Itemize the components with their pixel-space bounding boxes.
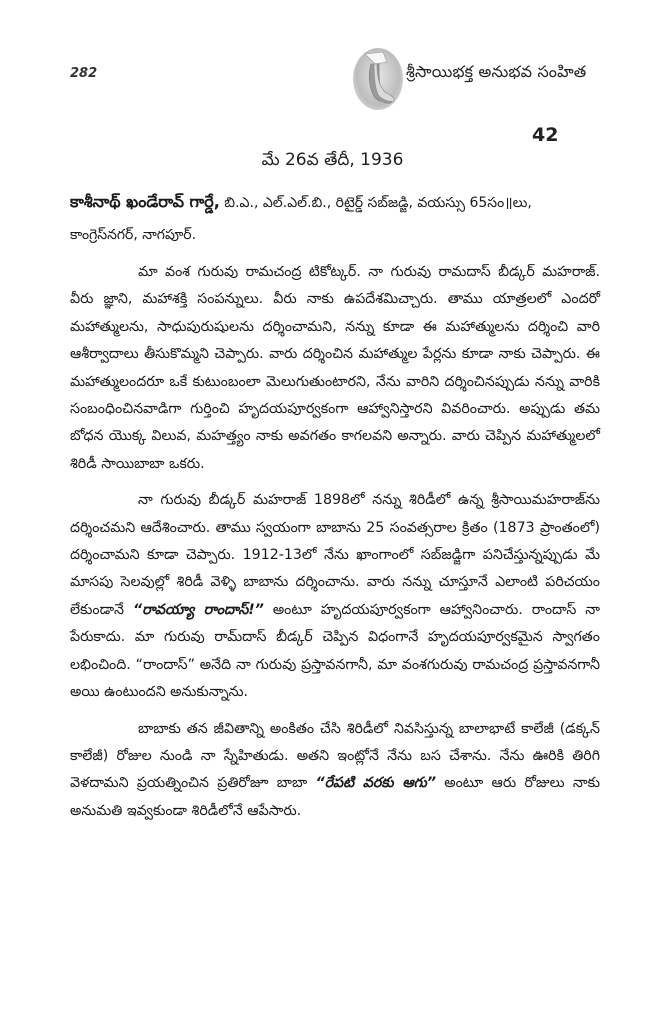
paragraph-3 [70,716,600,826]
devotee-name: కాశీనాథ్ ఖండేరావ్ గార్డే, [70,192,220,211]
body-text [70,259,600,825]
paragraph-2 [70,487,600,706]
chapter-number: 42 [532,124,559,146]
paragraph-3-text-after: అంటూ ఆరు రోజులు నాకు అనుమతి ఇవ్వకుండా శిరిడీలోనే ఆపేసారు. [70,775,600,819]
paragraph-3-text-before: బాబాకు తన జీవితాన్ని అంకితం చేసి శిరిడీలో నివసిస్తున్న బాలాభాటే కాలేజీ (డక్కన్ కాలేజీ) రోజుల నుండి నా స్నేహితుడు. అతని ఇంట్లోనే నేను బస చేశాను. నేను ఊరికి తిరిగి వెళదామని ప్రయత్నించిన ప్రతిరోజూ బాబా [70,720,600,792]
paragraph-1: మా వంశ గురువు రామచంద్ర టికోట్కర్. నా గురువు రామదాస్ బీడ్కర్ మహరాజ్. వీరు జ్ఞాని, మహాశక్తి సంపన్నులు. వీరు నాకు ఉపదేశమిచ్చారు. తాము యాత్రలలో ఎందరో మహాత్ములను, సాధుపురుషులను దర్శించామని, నన్ను కూడా ఈ మహాత్ములను దర్శించి వారి ఆశీర్వాదాలు తీసుకొమ్మని చెప్పారు. వారు దర్శించిన మహాత్ముల పేర్లను కూడా నాకు చెప్పారు. ఈ మహాత్ములందరూ ఒకే కుటుంబంలా మెలుగుతుంటారని, నేను వారిని దర్శించినప్పుడు నన్ను వారికి సంబంధించినవాడిగా గుర్తించి హృదయపూర్వకంగా ఆహ్వానిస్తారని వివరించారు. అప్పుడు తమ బోధన యొక్క విలువ, మహత్త్యం నాకు అవగతం కాగలవని అన్నారు. వారు చెప్పిన మహాత్ములలో శిరిడీ సాయిబాబా ఒకరు. [70,264,600,472]
page-number: 282 [70,66,98,81]
devotee-details: బి.ఎ., ఎల్.ఎల్.బి., రిటైర్డ్ సబ్‌జడ్జి, వయస్సు 65సం॥లు, కాంగ్రెస్‌నగర్, నాగపూర్. [70,195,532,243]
paragraph-2-text-after: అంటూ హృదయపూర్వకంగా ఆహ్వానించారు. రాందాస్ నా పేరుకాదు. మా గురువు రామ్‌దాస్ బీడ్కర్ చెప్పిన విధంగానే హృదయపూర్వకమైన స్వాగతం లభించింది. “రాందాస్” అనేది నా గురువు ప్రస్తావనగానీ, మా వంశగురువు రామచంద్ర ప్రస్తావనగానీ అయి ఉంటుందని అనుకున్నాను. [70,601,600,701]
sai-feet-icon [353,48,403,110]
paragraph-2-text-before: నా గురువు బీడ్కర్ మహరాజ్ 1898లో నన్ను శిరిడీలో ఉన్న శ్రీసాయిమహరాజ్‌ను దర్శించమని ఆదేశించారు. తాము స్వయంగా బాబాను 25 సంవత్సరాల క్రితం (1873 ప్రాంతంలో) దర్శించామని కూడా చెప్పారు. 1912-13లో నేను ఖాంగాంలో సబ్‌జడ్జిగా పనిచేస్తున్నప్పుడు మే మాసపు సెలవుల్లో శిరిడీ వెళ్ళి బాబాను దర్శించాను. వారు నన్ను చూస్తూనే ఎలాంటి పరిచయం లేకుండానే [70,492,600,618]
date-heading: మే 26వ తేదీ, 1936 [261,150,404,170]
byline [70,186,600,251]
paragraph-3-emphasis: “రేపటి వరకు ఆగు” [315,775,436,792]
running-title: శ్రీసాయిభక్త అనుభవ సంహిత [406,62,587,81]
paragraph-2-emphasis: “రావయ్యా రాందాస్!” [132,601,264,618]
